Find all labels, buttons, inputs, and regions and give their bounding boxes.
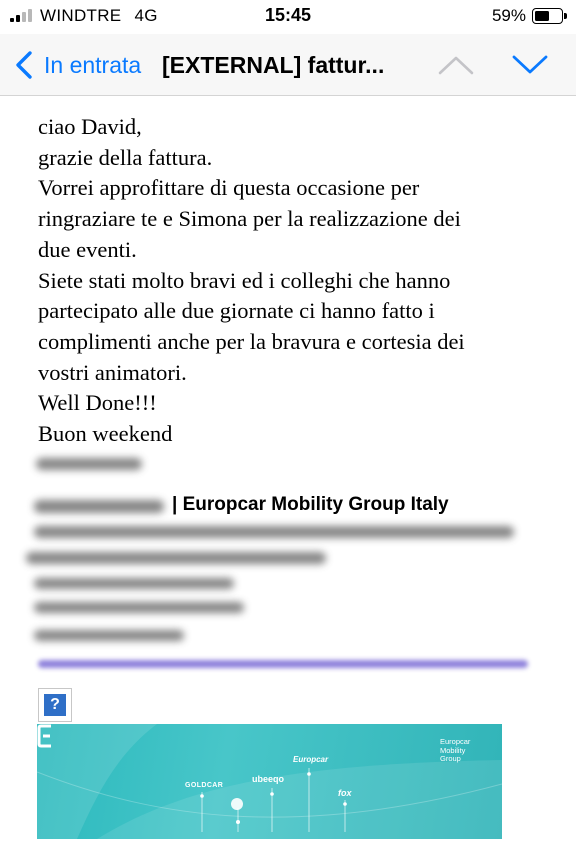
brand-europcar: Europcar xyxy=(293,755,329,764)
body-line: vostri animatori. xyxy=(38,359,187,385)
group-logo-text xyxy=(440,738,470,764)
brand-fox: fox xyxy=(338,788,352,798)
redacted-sender-fullname xyxy=(34,500,164,513)
europcar-mobility-group-logo-icon xyxy=(37,724,53,748)
redacted-signature-line xyxy=(34,526,514,538)
back-label: In entrata xyxy=(44,51,142,78)
group-logo-line: Group xyxy=(440,754,461,763)
clock: 15:45 xyxy=(264,5,312,25)
chevron-down-icon[interactable] xyxy=(512,54,548,76)
body-line: grazie della fattura. xyxy=(38,144,213,170)
body-line: Buon weekend xyxy=(38,421,173,447)
group-logo-line: Europcar xyxy=(440,737,471,746)
body-line: due eventi. xyxy=(38,236,137,262)
question-mark-glyph: ? xyxy=(44,694,66,716)
body-line: complimenti anche per la bravura e cortesia dei xyxy=(38,328,465,354)
body-line: Siete stati molto bravi ed i colleghi che hanno xyxy=(38,267,451,293)
chevron-up-icon[interactable] xyxy=(438,54,474,76)
brand-ubeeqo: ubeeqo xyxy=(252,774,285,784)
chevron-left-icon xyxy=(12,50,38,80)
battery-percent: 59% xyxy=(491,6,526,25)
body-line: ciao David, xyxy=(38,114,142,139)
mail-nav-bar xyxy=(0,34,576,96)
group-logo-line: Mobility xyxy=(440,745,466,755)
message-subject: [EXTERNAL] fattur... xyxy=(162,52,385,78)
battery-icon xyxy=(532,8,563,24)
redacted-sender-name xyxy=(36,458,142,470)
redacted-signature-line xyxy=(34,578,234,589)
body-line: partecipato alle due giornate ci hanno fatto i xyxy=(38,298,435,324)
status-bar xyxy=(0,0,576,34)
signature-company: | Europcar Mobility Group Italy xyxy=(172,494,449,515)
body-line: Well Done!!! xyxy=(38,390,157,416)
body-line: ringraziare te e Simona per la realizzazione dei xyxy=(38,206,461,232)
brand-goldcar: GOLDCAR xyxy=(185,782,224,789)
body-line: Vorrei approfittare di questa occasione per xyxy=(38,175,420,201)
brand-banner-image xyxy=(37,724,502,839)
signature-divider xyxy=(38,660,528,668)
carrier-name: WINDTRE xyxy=(40,6,122,25)
message-body xyxy=(38,112,538,450)
back-to-inbox-button[interactable] xyxy=(12,48,141,82)
redacted-signature-line xyxy=(34,602,244,613)
redacted-signature-line xyxy=(34,630,184,641)
redacted-signature-line xyxy=(26,552,326,564)
network-type: 4G xyxy=(134,6,158,25)
broken-image-icon[interactable] xyxy=(38,688,72,722)
